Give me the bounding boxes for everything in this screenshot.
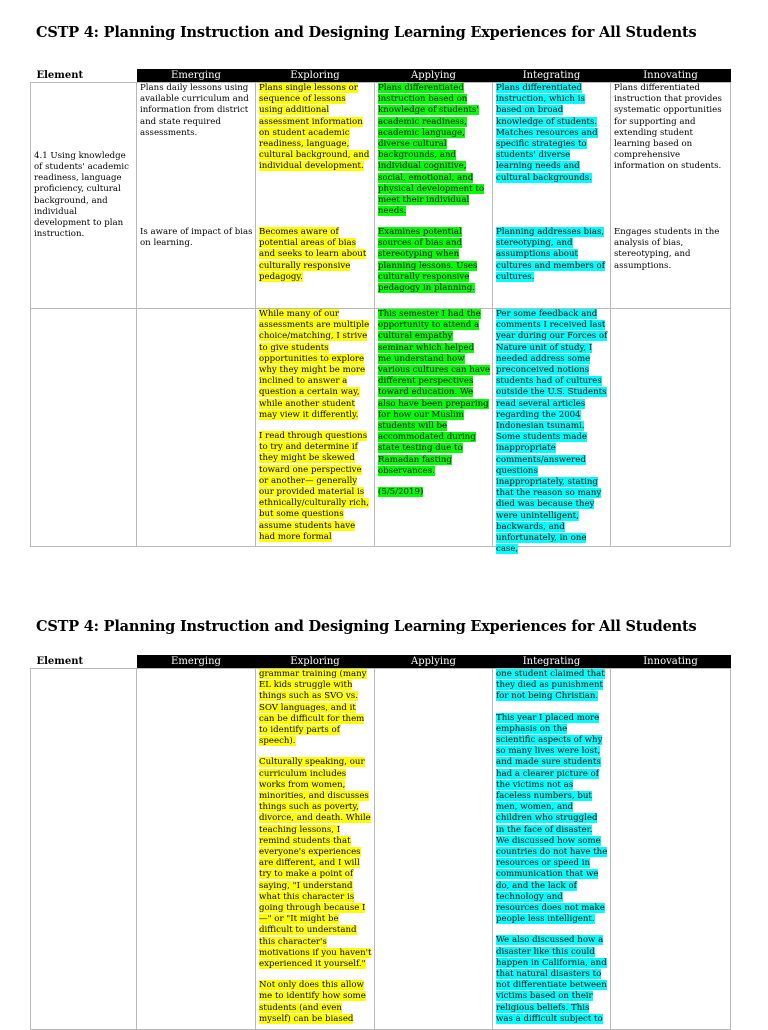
innovating-bias-descriptor: Engages students in the analysis of bias, stereotyping, and assumptions. bbox=[614, 227, 720, 271]
exploring-cell bbox=[256, 83, 375, 309]
exploring-descriptor: Plans single lessons or sequence of lessons using additional assessment information on student academic readiness, language, cultural background, and individual development. bbox=[259, 83, 370, 172]
header-exploring: Exploring bbox=[256, 655, 375, 669]
header-integrating: Integrating bbox=[493, 655, 611, 669]
header-applying: Applying bbox=[375, 69, 493, 83]
integrating-evidence-paragraph: Per some feedback and comments I received last year during our Forces of Nature unit of study, I needed address some preconceived notions students had of cultures outside the U.S. Students read several articles regarding the 2004 Indonesian tsunami. Some students made inappropriate comments/answered questions inappropriately, stating that the reason so many died was because they were unintelligent, backwards, and unfortunately, in one case, bbox=[496, 309, 608, 555]
integrating-descriptor: Plans differentiated instruction, which is based on broad knowledge of students. Matches resources and specific strategies to students' diverse learning needs and cultural backgrounds. bbox=[496, 83, 598, 183]
header-applying: Applying bbox=[375, 655, 493, 669]
cstp-table-continued bbox=[30, 655, 731, 1030]
header-emerging: Emerging bbox=[137, 655, 256, 669]
applying-descriptor: Plans differentiated instruction based on knowledge of students' academic readiness, academic language, diverse cultural backgrounds, and individual cognitive, social, emotional, and physical development to meet their individual needs. bbox=[378, 83, 484, 217]
cstp-table bbox=[30, 69, 731, 555]
applying-evidence-date: (5/5/2019) bbox=[378, 487, 424, 498]
applying-evidence-cell bbox=[375, 669, 493, 1030]
exploring-evidence-paragraph: Not only does this allow me to identify how some students (and even myself) can be biased bbox=[259, 980, 366, 1024]
integrating-evidence-paragraph: We also discussed how a disaster like this could happen in California, and that natural disasters to not differentiate between victims based on their religious beliefs. This was a difficult subject to bbox=[496, 935, 607, 1024]
table-row bbox=[31, 309, 731, 547]
header-emerging: Emerging bbox=[137, 69, 256, 83]
emerging-descriptor: Plans daily lessons using available curriculum and information from district and state required assessments. bbox=[140, 83, 249, 138]
applying-cell bbox=[375, 83, 493, 309]
applying-evidence-cell bbox=[375, 309, 493, 547]
emerging-evidence-cell bbox=[137, 669, 256, 1030]
applying-bias-descriptor: Examines potential sources of bias and stereotyping when planning lessons. Uses culturally responsive pedagogy in planning. bbox=[378, 227, 478, 294]
exploring-bias-descriptor: Becomes aware of potential areas of bias and seeks to learn about culturally responsive pedagogy. bbox=[259, 227, 367, 282]
integrating-cell bbox=[493, 83, 611, 309]
header-element: Element bbox=[31, 655, 137, 669]
innovating-evidence-cell bbox=[611, 309, 731, 547]
header-exploring: Exploring bbox=[256, 69, 375, 83]
integrating-bias-descriptor: Planning addresses bias, stereotyping, and assumptions about cultures and members of cultures. bbox=[496, 227, 605, 282]
header-innovating: Innovating bbox=[611, 69, 731, 83]
applying-evidence-paragraph: This semester I had the opportunity to attend a cultural empathy seminar which helped me understand how various cultures can have different perspectives toward education. We also have been preparing for how our Muslim students will be accommodated during state testing due to Ramadan fasting observances. bbox=[378, 309, 490, 476]
page-title: CSTP 4: Planning Instruction and Designing Learning Experiences for All Students bbox=[36, 24, 697, 41]
table-header-row bbox=[31, 655, 731, 669]
element-evidence-cell bbox=[31, 669, 137, 1030]
innovating-descriptor: Plans differentiated instruction that provides systematic opportunities for supporting and extending student learning based on comprehensive information on students. bbox=[614, 83, 722, 172]
exploring-evidence-paragraph: While many of our assessments are multiple choice/matching, I strive to give students opportunities to explore why they might be more inclined to answer a question a certain way, while another student may view it differently. bbox=[259, 309, 370, 420]
innovating-evidence-cell bbox=[611, 669, 731, 1030]
table-row bbox=[31, 669, 731, 1030]
exploring-evidence-cell bbox=[256, 669, 375, 1030]
exploring-evidence-paragraph: I read through questions to try and determine if they might be skewed toward one perspective or another— generally our provided material is ethnically/culturally rich, but some questions assume students have had more formal bbox=[259, 431, 369, 542]
header-innovating: Innovating bbox=[611, 655, 731, 669]
integrating-evidence-cell bbox=[493, 309, 611, 555]
header-element: Element bbox=[31, 69, 137, 83]
innovating-cell bbox=[611, 83, 731, 309]
page-title: CSTP 4: Planning Instruction and Designing Learning Experiences for All Students bbox=[36, 618, 697, 635]
exploring-evidence-paragraph: Culturally speaking, our curriculum includes works from women, minorities, and discusses things such as poverty, divorce, and death. While teaching lessons, I remind students that everyone's experiences are different, and I will try to make a point of saying, "I understand what this character is going through because I—" or "It might be difficult to understand this character's motivations if you haven't experienced it yourself." bbox=[259, 757, 372, 970]
exploring-evidence-paragraph: grammar training (many EL kids struggle with things such as SVO vs. SOV languages, and it can be difficult for them to identify parts of speech). bbox=[259, 669, 367, 747]
header-integrating: Integrating bbox=[493, 69, 611, 83]
table-header-row bbox=[31, 69, 731, 83]
exploring-evidence-cell bbox=[256, 309, 375, 547]
element-evidence-cell bbox=[31, 309, 137, 547]
emerging-cell bbox=[137, 83, 256, 309]
integrating-evidence-paragraph: one student claimed that they died as punishment for not being Christian. bbox=[496, 669, 605, 702]
integrating-evidence-paragraph: This year I placed more emphasis on the scientific aspects of why so many lives were lost, and made sure students had a clearer picture of the victims not as faceless numbers, but men, women, and children who struggled in the face of disaster. We discussed how some countries do not have the resources or speed in communication that we do, and the lack of technology and resources does not make people less intelligent. bbox=[496, 712, 608, 925]
integrating-evidence-cell bbox=[493, 669, 611, 1030]
emerging-evidence-cell bbox=[137, 309, 256, 547]
emerging-bias-descriptor: Is aware of impact of bias on learning. bbox=[140, 227, 253, 249]
element-cell bbox=[31, 83, 137, 309]
table-row bbox=[31, 83, 731, 309]
element-description: 4.1 Using knowledge of students' academic readiness, language proficiency, cultural background, and individual development to plan instruction. bbox=[34, 150, 129, 240]
